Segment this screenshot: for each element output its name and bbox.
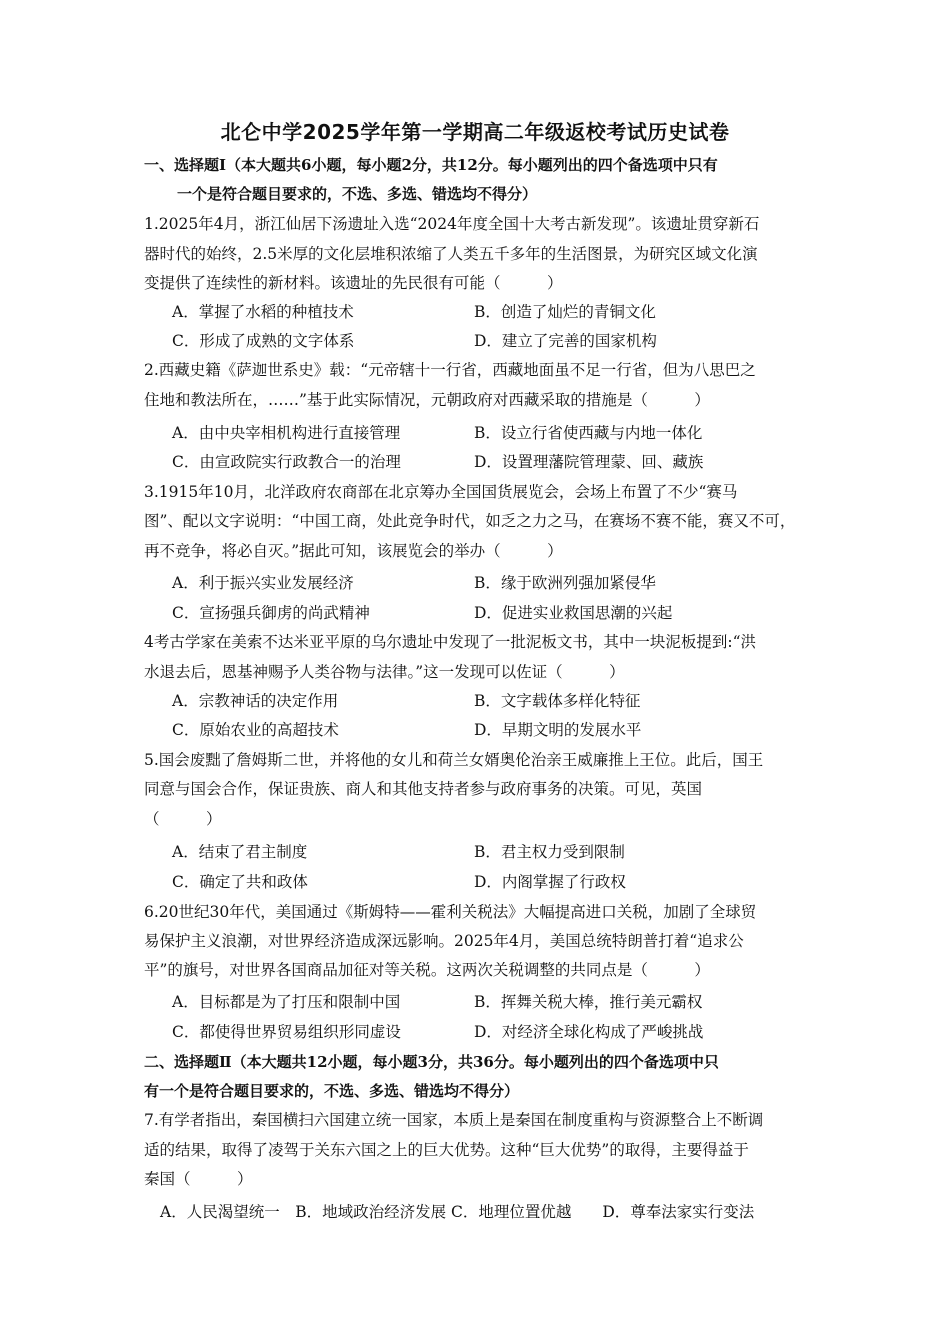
question-6-line-3: 平”的旗号，对世界各国商品加征对等关税。这两次关税调整的共同点是（ ）: [144, 961, 710, 979]
question-3-option-a: A．利于振兴实业发展经济: [172, 574, 354, 592]
question-1-option-a: A．掌握了水稻的种植技术: [172, 303, 354, 321]
question-7-options: A．人民渴望统一 B．地域政治经济发展 C．地理位置优越 D．尊奉法家实行变法: [160, 1203, 755, 1221]
question-4-line-2: 水退去后，恩基神赐予人类谷物与法律。”这一发现可以佐证（ ）: [144, 663, 625, 681]
question-5-option-a: A．结束了君主制度: [172, 843, 308, 861]
question-3-line-3: 再不竞争，将必自灭。”据此可知，该展览会的举办（ ）: [144, 542, 563, 560]
question-4-line-1: 4考古学家在美索不达米亚平原的乌尔遗址中发现了一批泥板文书，其中一块泥板提到:“洪: [144, 633, 757, 651]
section-1-header: 一、选择题Ⅰ（本大题共6小题，每小题2分，共12分。每小题列出的四个备选项中只有: [144, 156, 718, 174]
question-3-option-b: B．缘于欧洲列强加紧侵华: [474, 574, 656, 592]
section-2-header: 二、选择题Ⅱ（本大题共12小题，每小题3分，共36分。每小题列出的四个备选项中只: [144, 1053, 719, 1071]
question-4-option-b: B．文字载体多样化特征: [474, 692, 641, 710]
question-6-line-2: 易保护主义浪潮，对世界经济造成深远影响。2025年4月，美国总统特朗普打着“追求公: [144, 932, 744, 950]
question-7-line-3: 秦国（ ）: [144, 1170, 253, 1188]
question-5-line-1: 5.国会废黜了詹姆斯二世，并将他的女儿和荷兰女婿奥伦治亲王威廉推上王位。此后，国王: [144, 751, 764, 769]
question-6-line-1: 6.20世纪30年代，美国通过《斯姆特——霍利关税法》大幅提高进口关税，加剧了全球贸: [144, 903, 757, 921]
exam-title: 北仑中学2025学年第一学期高二年级返校考试历史试卷: [220, 120, 730, 144]
question-1-option-d: D．建立了完善的国家机构: [474, 332, 657, 350]
section-2-header-cont: 有一个是符合题目要求的，不选、多选、错选均不得分）: [144, 1082, 520, 1100]
question-2-line-1: 2.西藏史籍《萨迦世系史》载：“元帝辖十一行省，西藏地面虽不足一行省，但为八思巴之: [144, 361, 756, 379]
question-2-option-c: C．由宣政院实行政教合一的治理: [172, 453, 401, 471]
question-7-line-1: 7.有学者指出，秦国横扫六国建立统一国家，本质上是秦国在制度重构与资源整合上不断调: [144, 1111, 764, 1129]
question-4-option-c: C．原始农业的高超技术: [172, 721, 339, 739]
question-3-line-1: 3.1915年10月，北洋政府农商部在北京筹办全国国货展览会，会场上布置了不少“赛马: [144, 483, 738, 501]
question-6-option-c: C．都使得世界贸易组织形同虚设: [172, 1023, 401, 1041]
question-1-line-2: 器时代的始终，2.5米厚的文化层堆积浓缩了人类五千多年的生活图景，为研究区域文化演: [144, 245, 758, 263]
question-3-option-c: C．宣扬强兵御虏的尚武精神: [172, 604, 370, 622]
question-5-option-d: D．内阁掌握了行政权: [474, 873, 626, 891]
question-6-option-a: A．目标都是为了打压和限制中国: [172, 993, 401, 1011]
question-3-option-d: D．促进实业救国思潮的兴起: [474, 604, 673, 622]
question-5-line-3: （ ）: [144, 810, 222, 828]
question-5-line-2: 同意与国会合作，保证贵族、商人和其他支持者参与政府事务的决策。可见，英国: [144, 780, 703, 798]
question-5-option-b: B．君主权力受到限制: [474, 843, 625, 861]
question-5-option-c: C．确定了共和政体: [172, 873, 308, 891]
question-6-option-d: D．对经济全球化构成了严峻挑战: [474, 1023, 704, 1041]
question-6-option-b: B．挥舞关税大棒，推行美元霸权: [474, 993, 703, 1011]
question-1-option-c: C．形成了成熟的文字体系: [172, 332, 355, 350]
section-1-header-cont: 一个是符合题目要求的，不选、多选、错选均不得分）: [177, 185, 538, 203]
question-1-line-1: 1.2025年4月，浙江仙居下汤遗址入选“2024年度全国十大考古新发现”。该遗址贯穿新石: [144, 215, 760, 233]
question-4-option-d: D．早期文明的发展水平: [474, 721, 642, 739]
question-4-option-a: A．宗教神话的决定作用: [172, 692, 339, 710]
question-3-line-2: 图”、配以文字说明：“中国工商，处此竞争时代，如乏之力之马，在赛场不赛不能，赛又不可，: [144, 512, 796, 530]
question-7-line-2: 适的结果，取得了凌驾于关东六国之上的巨大优势。这种“巨大优势”的取得，主要得益于: [144, 1141, 749, 1159]
question-2-option-a: A．由中央宰相机构进行直接管理: [172, 424, 401, 442]
question-1-line-3: 变提供了连续性的新材料。该遗址的先民很有可能（ ）: [144, 274, 563, 292]
question-2-line-2: 住地和教法所在，……”基于此实际情况，元朝政府对西藏采取的措施是（ ）: [144, 391, 710, 409]
question-2-option-b: B．设立行省使西藏与内地一体化: [474, 424, 703, 442]
question-2-option-d: D．设置理藩院管理蒙、回、藏族: [474, 453, 704, 471]
question-1-option-b: B．创造了灿烂的青铜文化: [474, 303, 656, 321]
